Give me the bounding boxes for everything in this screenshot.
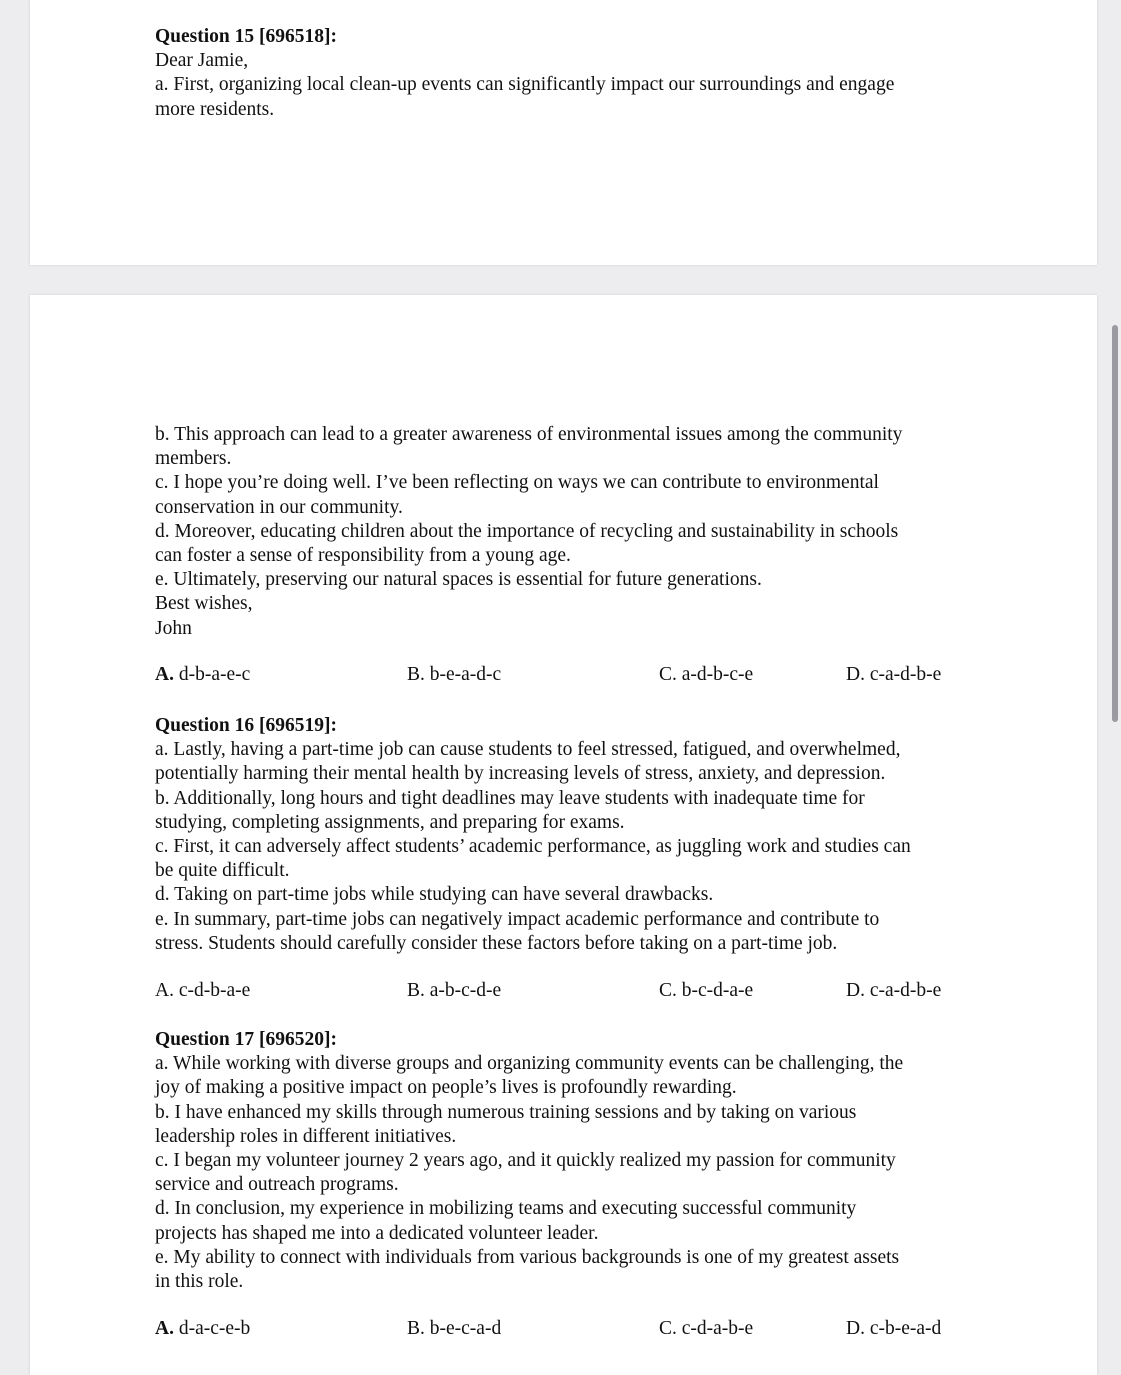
q17-line: projects has shaped me into a dedicated volunteer leader.: [155, 1222, 599, 1244]
option-a: [155, 1318, 250, 1340]
question-15-options: [155, 664, 985, 688]
q16-line: e. In summary, part-time jobs can negatively impact academic performance and contribute to: [155, 908, 880, 930]
question-17-title: Question 17 [696520]:: [155, 1029, 337, 1050]
option-a-letter: A.: [155, 1318, 174, 1339]
q15-line: members.: [155, 448, 232, 470]
q17-line: e. My ability to connect with individuals from various backgrounds is one of my greatest assets: [155, 1246, 900, 1268]
q17-line: c. I began my volunteer journey 2 years ago, and it quickly realized my passion for community: [155, 1150, 896, 1172]
q15-line: b. This approach can lead to a greater awareness of environmental issues among the community: [155, 424, 903, 445]
q17-line: d. In conclusion, my experience in mobilizing teams and executing successful community: [155, 1198, 857, 1220]
option-d: D. c-a-d-b-e: [846, 980, 942, 1001]
question-17: [155, 1028, 985, 1294]
question-15-header: [155, 25, 985, 122]
q17-line: a. While working with diverse groups and organizing community events can be challenging, the: [155, 1053, 904, 1075]
q15-line: a. First, organizing local clean-up events can significantly impact our surroundings and engage: [155, 74, 895, 96]
q16-line: studying, completing assignments, and preparing for exams.: [155, 811, 625, 833]
option-d: D. c-a-d-b-e: [846, 664, 942, 685]
question-15-continued: [155, 423, 985, 641]
q15-line: c. I hope you’re doing well. I’ve been reflecting on ways we can contribute to environmental: [155, 472, 879, 494]
option-a: A. c-d-b-a-e: [155, 980, 251, 1001]
option-c: C. c-d-a-b-e: [659, 1318, 754, 1339]
option-c: C. b-c-d-a-e: [659, 980, 754, 1001]
q17-line: b. I have enhanced my skills through numerous training sessions and by taking on various: [155, 1101, 857, 1123]
option-a-letter: A.: [155, 664, 174, 685]
letter-greeting: Dear Jamie,: [155, 50, 249, 72]
option-b: B. b-e-c-a-d: [407, 1318, 502, 1339]
question-16-title: Question 16 [696519]:: [155, 715, 337, 736]
q15-line: e. Ultimately, preserving our natural spaces is essential for future generations.: [155, 569, 762, 591]
question-15-title: Question 15 [696518]:: [155, 26, 337, 47]
q15-line: conservation in our community.: [155, 496, 403, 518]
option-a: [155, 664, 250, 686]
option-a-text: d-b-a-e-c: [173, 664, 251, 685]
q16-line: a. Lastly, having a part-time job can cause students to feel stressed, fatigued, and overwhelmed,: [155, 739, 901, 761]
document-page-2: [30, 295, 1097, 1375]
document-page-1: [30, 0, 1097, 265]
q16-line: stress. Students should carefully consider these factors before taking on a part-time job.: [155, 932, 838, 954]
q17-line: leadership roles in different initiatives.: [155, 1125, 457, 1147]
vertical-scrollbar[interactable]: [1112, 325, 1118, 722]
q15-line: more residents.: [155, 98, 275, 120]
q16-line: d. Taking on part-time jobs while studying can have several drawbacks.: [155, 884, 714, 906]
option-b: B. b-e-a-d-c: [407, 664, 502, 685]
q15-line: d. Moreover, educating children about the importance of recycling and sustainability in schools: [155, 520, 899, 542]
letter-closing: Best wishes,: [155, 593, 253, 615]
question-16: [155, 714, 985, 956]
option-c: C. a-d-b-c-e: [659, 664, 754, 685]
q16-line: b. Additionally, long hours and tight deadlines may leave students with inadequate time for: [155, 787, 865, 809]
option-d: D. c-b-e-a-d: [846, 1318, 942, 1339]
q17-line: in this role.: [155, 1271, 244, 1293]
q16-line: c. First, it can adversely affect students’ academic performance, as juggling work and studies can: [155, 836, 911, 858]
q16-line: be quite difficult.: [155, 860, 290, 882]
letter-signature: John: [155, 617, 192, 639]
q17-line: joy of making a positive impact on people’s lives is profoundly rewarding.: [155, 1077, 737, 1099]
option-a-text: d-a-c-e-b: [173, 1318, 251, 1339]
q17-line: service and outreach programs.: [155, 1174, 399, 1196]
question-16-options: [155, 980, 985, 1004]
question-17-options: [155, 1318, 985, 1342]
q16-line: potentially harming their mental health by increasing levels of stress, anxiety, and depression.: [155, 763, 886, 785]
option-b: B. a-b-c-d-e: [407, 980, 502, 1001]
q15-line: can foster a sense of responsibility from a young age.: [155, 545, 571, 567]
